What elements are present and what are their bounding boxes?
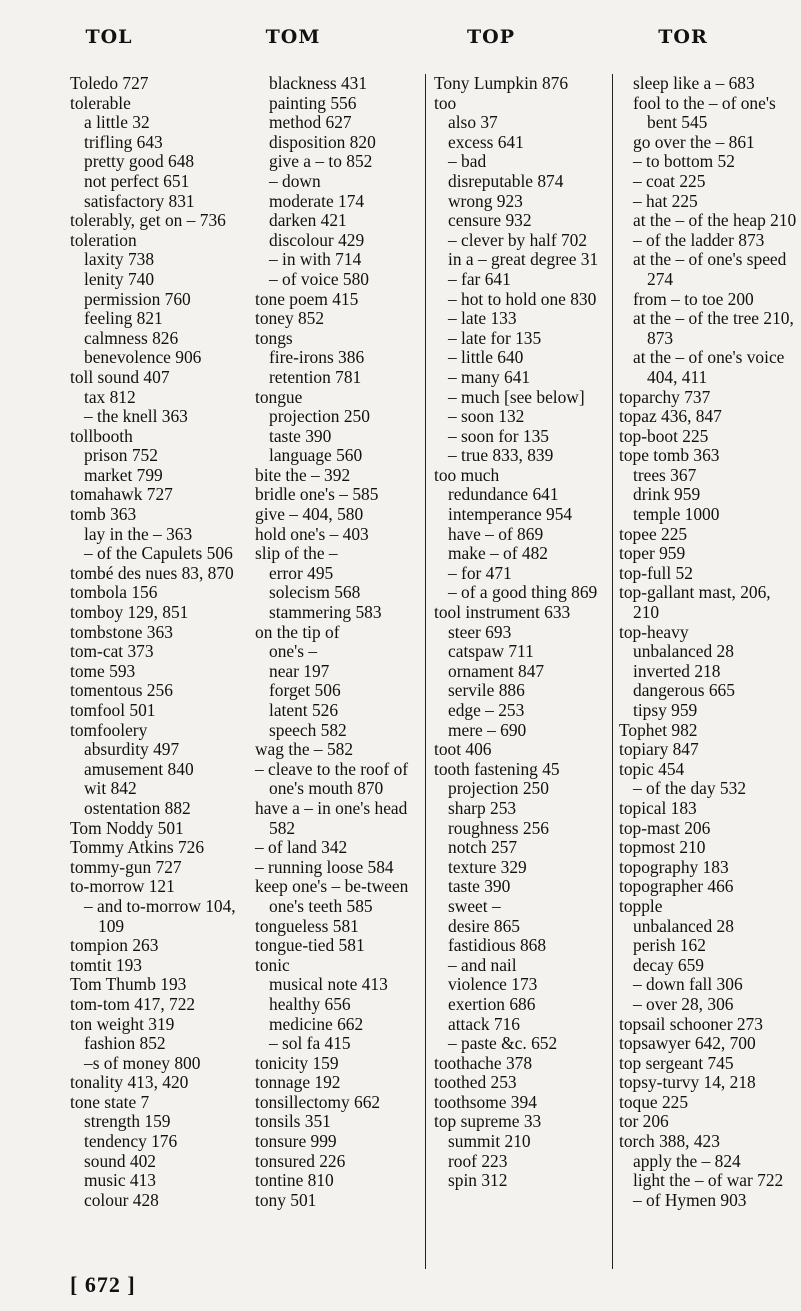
index-entry: tonic [255,954,290,975]
index-entry: satisfactory 831 [84,190,195,211]
index-entry: toper 959 [619,543,686,564]
index-entry: sleep like a – 683 [633,73,755,93]
index-entry: keep one's – be-tween one's teeth 585 [255,876,409,916]
index-entry: from – to toe 200 [633,288,754,309]
index-entry: language 560 [269,445,363,466]
index-entry: sharp 253 [448,797,517,818]
index-entry: tomboy 129, 851 [70,602,189,623]
index-entry: – and to-morrow 104, 109 [84,895,236,936]
index-entry: Tom Thumb 193 [70,974,187,995]
index-entry: tendency 176 [84,1131,178,1152]
index-entry: tonsure 999 [255,1131,337,1152]
index-entry: trees 367 [633,464,697,485]
header-tom: TOM [265,26,321,48]
index-entry: unbalanced 28 [633,915,734,936]
index-entry: topical 183 [619,797,697,818]
index-entry: topic 454 [619,758,685,779]
index-entry: not perfect 651 [84,170,190,191]
index-entry: prison 752 [84,445,158,466]
index-entry: edge – 253 [448,700,525,720]
index-entry: sound 402 [84,1150,156,1171]
index-entry: – soon for 135 [448,425,549,446]
index-entry: tompion 263 [70,935,159,956]
header-tol: TOL [85,26,133,48]
index-entry: tom-tom 417, 722 [70,993,196,1014]
index-entry: healthy 656 [269,993,351,1014]
index-entry: go over the – 861 [633,131,755,152]
index-entry: tor 206 [619,1111,669,1132]
index-entry: – of the day 532 [633,778,747,799]
index-entry: – down fall 306 [633,974,743,995]
index-entry: desire 865 [448,915,520,936]
column-divider [425,74,426,1269]
running-headers [0,26,801,56]
index-entry: violence 173 [448,974,538,995]
index-entry: – of Hymen 903 [633,1189,747,1210]
index-entry: tomfool 501 [70,700,156,720]
index-entry: amusement 840 [84,758,194,779]
index-entry: – the knell 363 [84,406,188,427]
index-entry: tone state 7 [70,1091,150,1112]
index-entry: intemperance 954 [448,504,573,525]
index-entry: tooth fastening 45 [434,758,560,779]
index-entry: bridle one's – 585 [255,484,379,505]
index-entry: hold one's – 403 [255,523,369,544]
index-entry: Tony Lumpkin 876 [434,73,569,93]
index-entry: taste 390 [448,876,511,897]
index-entry: tool instrument 633 [434,602,571,623]
index-entry: – of the ladder 873 [633,229,765,250]
index-entry: toll sound 407 [70,366,170,387]
index-entry: tomb 363 [70,504,137,525]
index-entry: taste 390 [269,425,332,446]
index-entry: – true 833, 839 [448,445,554,466]
index-entry: one's – [269,641,318,662]
index-entry: mere – 690 [448,719,527,740]
index-entry: – and nail [448,954,517,975]
index-entry: disreputable 874 [448,170,564,191]
index-entry: tombé des nues 83, 870 [70,562,234,583]
column-1 [70,74,260,1210]
index-entry: tom-cat 373 [70,641,154,662]
index-entry: moderate 174 [269,190,365,211]
index-entry: top-full 52 [619,562,693,583]
index-entry: speech 582 [269,719,347,740]
index-entry: strength 159 [84,1111,171,1132]
index-entry: dangerous 665 [633,680,735,701]
index-entry: permission 760 [84,288,191,309]
index-entry: colour 428 [84,1189,159,1210]
index-entry: toque 225 [619,1091,689,1112]
index-entry: topple [619,895,663,916]
index-entry: roof 223 [448,1150,508,1171]
index-entry: tipsy 959 [633,700,698,720]
index-entry: tongs [255,327,293,348]
index-entry: wag the – 582 [255,739,354,760]
index-entry: servile 886 [448,680,525,701]
index-entry: fool to the – of one's bent 545 [633,92,776,133]
index-entry: method 627 [269,112,352,133]
index-entry: latent 526 [269,700,339,720]
index-entry: tony 501 [255,1189,317,1210]
index-entry: excess 641 [448,131,524,152]
index-entry: roughness 256 [448,817,549,838]
index-entry: have – of 869 [448,523,544,544]
index-entry: give – 404, 580 [255,504,364,525]
index-entry: – running loose 584 [255,856,394,877]
index-entry: top-boot 225 [619,425,709,446]
index-entry: topsawyer 642, 700 [619,1033,756,1054]
index-entry: – hot to hold one 830 [448,288,597,309]
index-entry: toleration [70,229,137,250]
index-entry: top-gallant mast, 206, 210 [619,582,771,623]
index-entry: tonality 413, 420 [70,1072,189,1093]
index-entry: inverted 218 [633,660,721,681]
index-entry: topaz 436, 847 [619,406,722,427]
index-entry: laxity 738 [84,249,155,270]
index-entry: tolerable [70,92,131,113]
index-entry: benevolence 906 [84,347,202,368]
index-entry: fastidious 868 [448,935,547,956]
index-entry: – far 641 [448,268,511,289]
index-entry: ton weight 319 [70,1013,175,1034]
index-entry: tomfoolery [70,719,148,740]
index-entry: tombstone 363 [70,621,173,642]
index-entry: ostentation 882 [84,797,191,818]
index-entry: tolerably, get on – 736 [70,210,226,231]
index-entry: – for 471 [448,562,512,583]
index-entry: trifling 643 [84,131,163,152]
index-entry: calmness 826 [84,327,179,348]
index-entry: drink 959 [633,484,701,505]
header-top: TOP [467,26,515,48]
index-entry: painting 556 [269,92,357,113]
index-entry: – cleave to the roof of one's mouth 870 [255,758,409,799]
index-entry: spin 312 [448,1170,508,1191]
index-entry: toothache 378 [434,1052,533,1073]
index-entry: too much [434,464,500,485]
index-entry: – of a good thing 869 [448,582,598,603]
index-entry: tomahawk 727 [70,484,173,505]
index-entry: tomtit 193 [70,954,142,975]
index-entry: tonsils 351 [255,1111,331,1132]
index-entry: tonnage 192 [255,1072,341,1093]
index-entry: tongueless 581 [255,915,359,936]
index-entry: top supreme 33 [434,1111,542,1132]
index-entry: solecism 568 [269,582,361,603]
index-entry: – soon 132 [448,406,525,427]
index-entry: give a – to 852 [269,151,373,172]
page-number: [ 672 ] [70,1272,136,1297]
index-entry: stammering 583 [269,602,382,623]
index-entry: toney 852 [255,308,325,329]
index-entry: tombola 156 [70,582,158,603]
index-entry: top-mast 206 [619,817,711,838]
index-entry: tonsillectomy 662 [255,1091,381,1112]
index-entry: exertion 686 [448,993,536,1014]
index-entry: topographer 466 [619,876,734,897]
index-entry: – down [269,170,321,191]
index-entry: – coat 225 [633,170,706,191]
index-entry: projection 250 [269,406,370,427]
index-entry: topsail schooner 273 [619,1013,763,1034]
index-entry: discolour 429 [269,229,365,250]
index-entry: tax 812 [84,386,136,407]
index-entry: steer 693 [448,621,512,642]
index-entry: fashion 852 [84,1033,166,1054]
index-entry: darken 421 [269,210,347,231]
index-entry: redundance 641 [448,484,559,505]
index-entry: blackness 431 [269,73,368,93]
index-entry: ornament 847 [448,660,545,681]
index-entry: – late for 135 [448,327,542,348]
index-entry: also 37 [448,112,498,133]
index-entry: – in with 714 [269,249,362,270]
column-divider [612,74,613,1269]
index-entry: tome 593 [70,660,136,681]
index-entry: apply the – 824 [633,1150,741,1171]
index-entry: toothsome 394 [434,1091,537,1112]
index-entry: tone poem 415 [255,288,359,309]
index-entry: wrong 923 [448,190,523,211]
index-entry: censure 932 [448,210,532,231]
index-entry: – clever by half 702 [448,229,588,250]
index-entry: summit 210 [448,1131,531,1152]
index-entry: tommy-gun 727 [70,856,182,877]
index-entry: perish 162 [633,935,706,956]
index-entry: Tophet 982 [619,719,698,740]
index-entry: – of the Capulets 506 [84,543,233,564]
index-entry: – of land 342 [255,837,348,858]
index-entry: tollbooth [70,425,133,446]
index-entry: tonsured 226 [255,1150,346,1171]
index-entry: – over 28, 306 [633,993,734,1014]
index-entry: forget 506 [269,680,341,701]
index-entry: attack 716 [448,1013,520,1034]
index-entry: – hat 225 [633,190,698,211]
index-entry: tope tomb 363 [619,445,720,466]
column-4 [619,74,799,1210]
index-entry: sweet – [448,895,501,916]
index-entry: Toledo 727 [70,73,149,93]
index-entry: bite the – 392 [255,464,351,485]
index-entry: toothed 253 [434,1072,517,1093]
index-entry: at the – of the heap 210 [633,210,797,231]
index-entry: wit 842 [84,778,137,799]
index-entry: toot 406 [434,739,492,760]
index-entry: topmost 210 [619,837,706,858]
index-entry: too [434,92,457,113]
index-entry: – of voice 580 [269,268,369,289]
index-entry: absurdity 497 [84,739,180,760]
index-entry: projection 250 [448,778,549,799]
index-entry: texture 329 [448,856,527,877]
index-entry: – bad [448,151,487,172]
index-entry: error 495 [269,562,334,583]
index-entry: near 197 [269,660,330,681]
index-entry: topography 183 [619,856,729,877]
index-entry: feeling 821 [84,308,163,329]
index-entry: topsy-turvy 14, 218 [619,1072,756,1093]
index-entry: unbalanced 28 [633,641,734,662]
index-entry: pretty good 648 [84,151,195,172]
index-entry: make – of 482 [448,543,548,564]
column-3 [434,74,610,1191]
index-entry: tontine 810 [255,1170,334,1191]
index-entry: tongue [255,386,303,407]
index-entry: at the – of one's voice 404, 411 [633,347,785,387]
index-entry: – much [see below] [448,386,585,407]
index-entry: slip of the – [255,543,338,564]
index-entry: torch 388, 423 [619,1131,720,1152]
index-entry: notch 257 [448,837,518,858]
index-entry: top sergeant 745 [619,1052,734,1073]
index-entry: – many 641 [448,366,531,387]
index-entry: temple 1000 [633,504,720,525]
index-entry: toparchy 737 [619,386,711,407]
index-entry: retention 781 [269,366,362,387]
index-entry: disposition 820 [269,131,376,152]
index-entry: decay 659 [633,954,704,975]
index-entry: market 799 [84,464,163,485]
column-2 [255,74,425,1210]
index-entry: a little 32 [84,112,150,133]
index-entry: topiary 847 [619,739,699,760]
index-entry: topee 225 [619,523,688,544]
index-entry: on the tip of [255,621,340,642]
index-entry: musical note 413 [269,974,388,995]
index-entry: top-heavy [619,621,689,642]
index-entry: light the – of war 722 [633,1170,784,1191]
index-entry: lenity 740 [84,268,155,289]
index-entry: – little 640 [448,347,524,368]
header-tor: TOR [658,26,708,48]
index-entry: music 413 [84,1170,156,1191]
index-entry: fire-irons 386 [269,347,365,368]
index-entry: tongue-tied 581 [255,935,365,956]
index-entry: catspaw 711 [448,641,534,662]
index-entry: in a – great degree 31 [448,249,599,270]
index-entry: have a – in one's head 582 [255,797,408,838]
index-entry: to-morrow 121 [70,876,175,897]
index-entry: lay in the – 363 [84,523,193,544]
index-entry: at the – of one's speed 274 [633,249,787,289]
index-entry: tonicity 159 [255,1052,339,1073]
index-entry: – sol fa 415 [269,1033,351,1054]
index-entry: medicine 662 [269,1013,364,1034]
index-entry: – paste &c. 652 [448,1033,558,1054]
index-entry: Tom Noddy 501 [70,817,184,838]
index-entry: tomentous 256 [70,680,173,701]
index-entry: Tommy Atkins 726 [70,837,205,858]
index-entry: at the – of the tree 210, 873 [633,308,794,348]
index-entry: –s of money 800 [84,1052,201,1073]
index-entry: – to bottom 52 [633,151,735,172]
index-entry: – late 133 [448,308,517,329]
